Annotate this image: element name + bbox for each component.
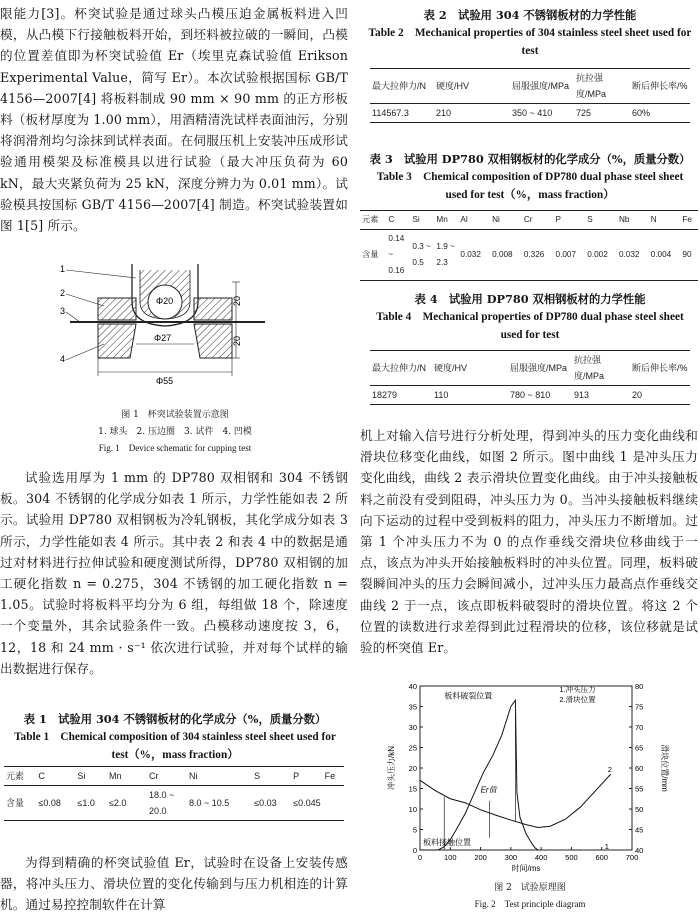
table-cell: 60% bbox=[632, 108, 651, 118]
y2-tick-label: 75 bbox=[635, 702, 644, 712]
y2-tick-label: 80 bbox=[635, 682, 644, 691]
table-cell: 0.032 bbox=[460, 250, 481, 259]
table-3-title: 表 3 试验用 DP780 双相钢板材的化学成分（%，质量分数） bbox=[369, 152, 691, 166]
table-cell: 硬度/HV bbox=[434, 363, 468, 373]
table-cell: 90 bbox=[682, 250, 692, 259]
x-tick-label: 100 bbox=[444, 853, 457, 862]
table-4-title-en: Table 4 Mechanical properties of DP780 dual phase steel sheet used for test bbox=[376, 311, 684, 341]
table-2-title-en: Table 2 Mechanical properties of 304 stainless steel sheet used for test bbox=[368, 27, 692, 57]
table-3-title-en: Table 3 Chemical composition of DP780 dual phase steel sheet used for test（%，mass fraction） bbox=[376, 171, 684, 201]
dim-outer-diameter: Φ55 bbox=[156, 376, 174, 386]
legend-entry: 2.滑块位置 bbox=[559, 695, 596, 705]
table-cell: Cr bbox=[148, 771, 159, 781]
blank-holder-right bbox=[194, 298, 232, 320]
table-cell: 最大拉伸力/N bbox=[372, 363, 427, 373]
table-cell: 780 ~ 810 bbox=[510, 390, 551, 400]
y-tick-label: 5 bbox=[412, 825, 417, 835]
label-1: 1 bbox=[60, 264, 66, 274]
y2-axis-label: 滑块位置/mm bbox=[660, 744, 669, 792]
x-tick-label: 200 bbox=[474, 853, 487, 862]
table-cell: 0.032 bbox=[618, 250, 640, 259]
y2-tick-label: 65 bbox=[635, 743, 644, 753]
y-axis-label: 冲头压力/kN bbox=[387, 746, 396, 790]
table-cell: 屈服强度/MPa bbox=[510, 363, 568, 373]
x-tick-label: 400 bbox=[534, 853, 548, 862]
y-tick-label: 40 bbox=[408, 682, 417, 691]
die-right bbox=[194, 324, 232, 358]
table-1 bbox=[4, 766, 344, 821]
table-cell: 抗拉强度/MPa bbox=[576, 73, 607, 99]
y2-tick-label: 40 bbox=[635, 846, 644, 855]
y-tick-label: 20 bbox=[408, 764, 417, 773]
rupture-annotation: 板料破裂位置 bbox=[444, 691, 493, 701]
figure-1-device-schematic bbox=[60, 262, 320, 402]
legend-entry: 1.冲头压力 bbox=[559, 685, 596, 695]
x-tick-label: 500 bbox=[565, 853, 578, 862]
table-cell: Cr bbox=[523, 215, 533, 224]
table-1-title-en: Table 1 Chemical composition of 304 stainless steel sheet used for test（%，mass fraction） bbox=[14, 731, 336, 761]
paragraph-cupping-test-intro: 限能力[3]。杯突试验是通过球头凸模压迫金属板料进入凹模，从凸模下行接触板料开始，到坯料被拉破的一瞬间，凸模的位置差值即为杯突试验值 Er（埃里克森试验值 Erikson Experimental Value，简写 Er）。本次试验根据国标 GB/T 4156—2007[4] 将板料制成 90 mm × 90 mm 的正方形板料（板材厚度为 1.00 mm），用酒精清洗试样表面油污，分别将润滑剂均匀涂抹到试样表面。在伺服压机上安装冲压成形试验通用模架及标准模具以进行试验（最大冲压负荷为 60 kN，最大夹紧负荷为 25 kN，深度分辨力为 0.01 mm）。试验模具按国标 GB/T 4156—2007[4] 制造。杯突试验装置如图 1[5] 所示。 bbox=[0, 6, 348, 234]
y-tick-label: 0 bbox=[412, 846, 417, 855]
label-2: 2 bbox=[60, 288, 66, 298]
dim-punch-diameter: Φ20 bbox=[156, 296, 174, 306]
table-cell: 0.14 ~ 0.16 bbox=[388, 234, 405, 275]
paragraph-curve-analysis: 机上对输入信号进行分析处理，得到冲头的压力变化曲线和滑块位移变化曲线，如图 2 所示。图中曲线 1 是冲头压力变化曲线，曲线 2 表示滑块位置变化曲线。由于冲头接触板料之前没有受到阻碍，冲头压力为 0。当冲头接触板料继续向下运动的过程中受到板料的阻力，冲头压力不断增加。过第 1 个冲头压力不为 0 的点作垂线交滑块位移曲线于一点，该点为冲头开始接触板料时的冲头位置。同理，板料破裂瞬间冲头的压力会瞬间减小，过冲头压力最高点作垂线交曲线 2 于一点，该点即板料破裂时的滑块位置。将这 2 个位置的读数进行求差得到此过程滑块的位移，该位移就是试验的杯突值 Er。 bbox=[360, 428, 698, 656]
table-cell: 1.9 ~ 2.3 bbox=[436, 242, 455, 267]
figure-1-caption-en: Fig. 1 Device schematic for cupping test bbox=[98, 443, 252, 453]
die-left bbox=[98, 324, 136, 358]
table-cell: 18279 bbox=[372, 390, 398, 400]
table-cell: Si bbox=[412, 215, 420, 224]
table-cell: 210 bbox=[436, 108, 452, 118]
right-column bbox=[360, 0, 700, 923]
label-4: 4 bbox=[60, 354, 66, 364]
table-row bbox=[360, 230, 698, 281]
dim-height-upper: 20 bbox=[232, 295, 242, 306]
table-cell: 硬度/HV bbox=[436, 81, 470, 91]
table-cell: Ni bbox=[492, 215, 500, 224]
y2-tick-label: 70 bbox=[635, 723, 644, 732]
table-1-title: 表 1 试验用 304 不锈钢板材的化学成分（%，质量分数） bbox=[23, 712, 327, 726]
table-cell: 断后伸长率/% bbox=[632, 81, 688, 91]
table-cell: 0.008 bbox=[492, 250, 513, 259]
table-cell: 110 bbox=[434, 390, 449, 400]
y2-tick-label: 55 bbox=[635, 784, 644, 794]
table-cell: 913 bbox=[574, 390, 590, 400]
y2-tick-label: 45 bbox=[635, 825, 644, 835]
y2-tick-label: 60 bbox=[635, 764, 644, 773]
table-cell: Fe bbox=[324, 771, 336, 781]
table-row bbox=[370, 104, 690, 123]
table-cell: S bbox=[587, 215, 593, 224]
table-cell: 0.007 bbox=[555, 250, 577, 259]
table-cell: Al bbox=[460, 215, 468, 224]
table-cell: 元素 bbox=[362, 215, 379, 224]
paragraph-materials: 试验选用厚为 1 mm 的 DP780 双相钢和 304 不锈钢板。304 不锈钢的化学成分如表 1 所示，力学性能如表 2 所示。试验用 DP780 双相钢板为冷轧钢板，其化学成分如表 3 所示，力学性能如表 4 所示。其中表 2 和表 4 中的数据是通过对材料进行拉伸试验和硬度测试所得，DP780 双相钢的加工硬化指数 n = 0.275，304 不锈钢的加工硬化指数 n = 1.05。试验时将板料平均分为 6 组，每组做 18 个，除速度一个变量外，其余试验条件一致。凸模移动速度按 3，6，12，18 和 24 mm · s⁻¹ 依次进行试验，并对每个试样的输出数据进行保存。 bbox=[0, 470, 348, 676]
table-cell: 8.0 ~ 10.5 bbox=[188, 798, 230, 808]
label-3: 3 bbox=[60, 306, 66, 316]
table-cell: 含量 bbox=[6, 798, 25, 808]
table-cell: 725 bbox=[576, 108, 592, 118]
table-header-row bbox=[360, 211, 698, 230]
table-cell: 0.004 bbox=[650, 250, 672, 259]
table-cell: ≤1.0 bbox=[77, 798, 95, 808]
table-header-row bbox=[370, 351, 690, 386]
plot-frame bbox=[420, 686, 632, 850]
table-cell: 0.3 ~ 0.5 bbox=[412, 242, 431, 267]
er-annotation: Er值 bbox=[480, 785, 497, 795]
table-cell: N bbox=[650, 215, 657, 224]
table-cell: 0.002 bbox=[587, 250, 608, 259]
table-cell: ≤0.045 bbox=[293, 798, 321, 808]
table-cell: ≤2.0 bbox=[108, 798, 127, 808]
table-cell: P bbox=[293, 771, 300, 781]
table-cell: 最大拉伸力/N bbox=[372, 81, 427, 91]
y-tick-label: 25 bbox=[408, 743, 417, 753]
table-cell: Fe bbox=[682, 215, 692, 224]
curve-2-label: 2 bbox=[607, 765, 612, 775]
table-cell: 含量 bbox=[362, 250, 379, 259]
table-2 bbox=[370, 68, 690, 123]
table-cell: 350 ~ 410 bbox=[512, 108, 553, 118]
table-header-row bbox=[370, 69, 690, 104]
dim-die-diameter: Φ27 bbox=[154, 333, 172, 343]
dim-height-lower: 20 bbox=[232, 335, 242, 346]
table-header-row bbox=[4, 767, 344, 786]
table-2-title: 表 2 试验用 304 不锈钢板材的力学性能 bbox=[423, 8, 637, 22]
contact-annotation: 板料接触位置 bbox=[423, 838, 472, 848]
table-cell: 114567.3 bbox=[372, 108, 409, 118]
table-cell: C bbox=[388, 215, 395, 224]
table-4 bbox=[370, 350, 690, 405]
figure-1-legend: 1. 球头 2. 压边圈 3. 试件 4. 凹模 bbox=[98, 427, 252, 437]
x-axis-label: 时间/ms bbox=[511, 864, 541, 873]
table-cell: P bbox=[555, 215, 562, 224]
table-cell: 断后伸长率/% bbox=[632, 363, 688, 373]
table-cell: Nb bbox=[618, 215, 630, 224]
table-cell: Si bbox=[77, 771, 86, 781]
table-cell: 0.326 bbox=[523, 250, 545, 259]
y2-tick-label: 50 bbox=[635, 805, 644, 814]
x-tick-label: 0 bbox=[417, 853, 423, 862]
x-tick-label: 600 bbox=[595, 853, 608, 862]
y-tick-label: 35 bbox=[408, 702, 417, 712]
table-cell: S bbox=[254, 771, 261, 781]
table-cell: 元素 bbox=[6, 771, 25, 781]
table-cell: ≤0.08 bbox=[38, 798, 61, 808]
y-tick-label: 30 bbox=[408, 723, 417, 732]
paragraph-sensor: 为得到精确的杯突试验值 Er，试验时在设备上安装传感器，将冲头压力、滑块位置的变化传输到与压力机相连的计算机。通过易控控制软件在计算 bbox=[0, 855, 348, 913]
x-tick-label: 300 bbox=[504, 853, 518, 862]
table-cell: 抗拉强度/MPa bbox=[574, 355, 605, 381]
y-tick-label: 10 bbox=[408, 805, 417, 814]
figure-1-caption: 图 1 杯突试验装置示意图 bbox=[121, 410, 229, 420]
table-cell: C bbox=[38, 771, 45, 781]
y-tick-label: 15 bbox=[408, 784, 417, 794]
table-4-title: 表 4 试验用 DP780 双相钢板材的力学性能 bbox=[414, 292, 646, 306]
figure-2-chart bbox=[382, 680, 682, 880]
table-cell: 20 bbox=[632, 390, 643, 400]
table-cell: 屈服强度/MPa bbox=[512, 81, 570, 91]
table-cell: Mn bbox=[108, 771, 122, 781]
table-cell: 18.0 ~ 20.0 bbox=[148, 790, 175, 816]
series-line-1 bbox=[420, 700, 541, 850]
blank-holder-left bbox=[98, 298, 136, 320]
x-tick-label: 700 bbox=[625, 853, 639, 862]
figure-2-caption: 图 2 试验原理图 bbox=[494, 883, 566, 893]
table-cell: Ni bbox=[188, 771, 198, 781]
table-cell: Mn bbox=[436, 215, 448, 224]
table-3 bbox=[360, 210, 698, 281]
table-cell: ≤0.03 bbox=[254, 798, 277, 808]
table-row bbox=[370, 386, 690, 405]
table-row bbox=[4, 786, 344, 821]
curve-1-label: 1 bbox=[604, 841, 609, 851]
figure-2-caption-en: Fig. 2 Test principle diagram bbox=[474, 899, 586, 909]
